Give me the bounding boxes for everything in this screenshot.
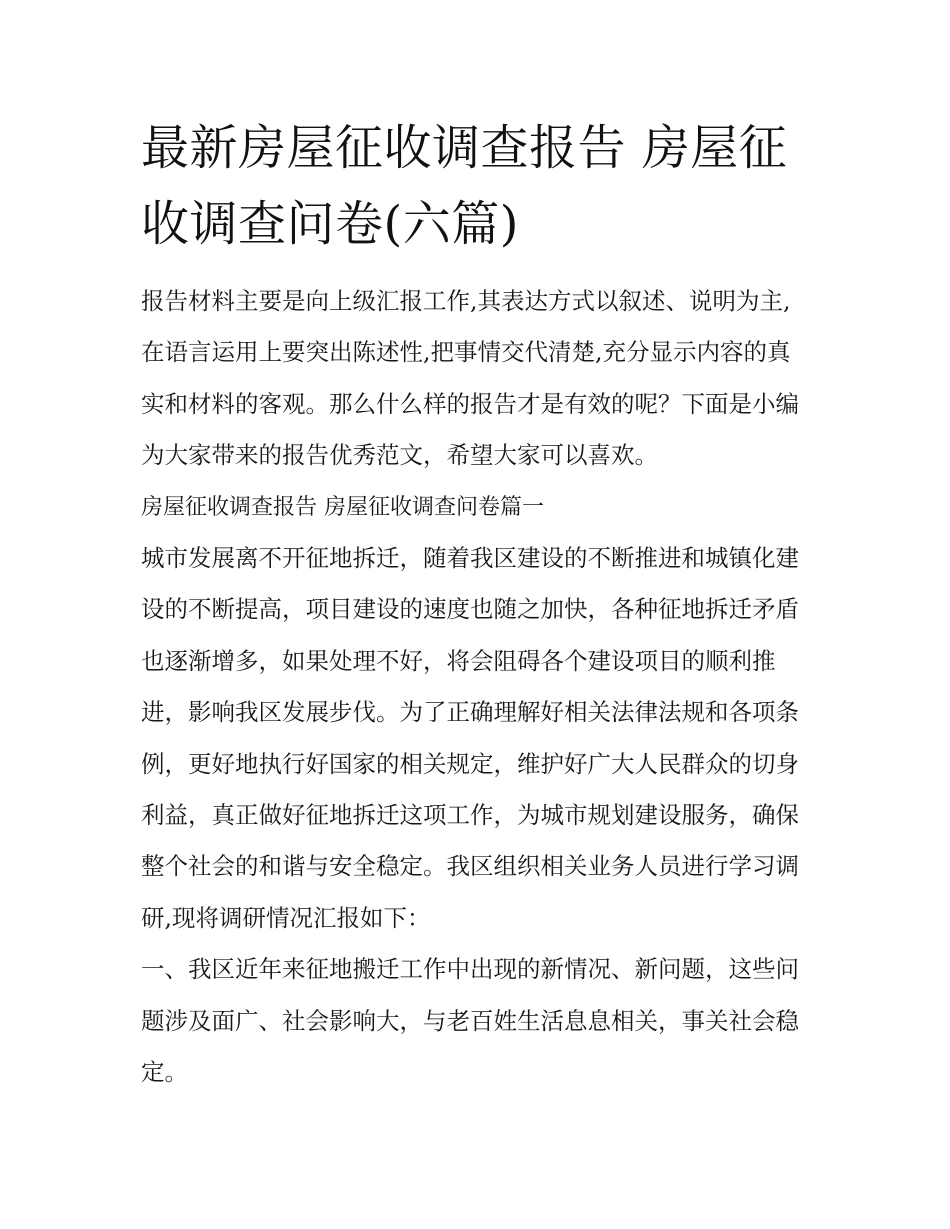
document-title: 最新房屋征收调查报告 房屋征收调查问卷(六篇) (141, 120, 788, 252)
item-paragraph: 一、我区近年来征地搬迁工作中出现的新情况、新问题，这些问题涉及面广、社会影响大，与老百姓生活息息相关，事关社会稳定。 (141, 955, 799, 1087)
body-paragraph: 城市发展离不开征地拆迁，随着我区建设的不断推进和城镇化建设的不断提高，项目建设的速度也随之加快，各种征地拆迁矛盾也逐渐增多，如果处理不好，将会阻碍各个建设项目的顺利推进，影响我区发展步伐。为了正确理解好相关法律法规和各项条例，更好地执行好国家的相关规定，维护好广大人民群众的切身利益，真正做好征地拆迁这项工作，为城市规划建设服务，确保整个社会的和谐与安全稳定。我区组织相关业务人员进行学习调研,现将调研情况汇报如下： (141, 544, 799, 932)
section-heading: 房屋征收调查报告 房屋征收调查问卷篇一 (141, 494, 544, 520)
document-body (141, 110, 813, 1099)
intro-paragraph: 报告材料主要是向上级汇报工作,其表达方式以叙述、说明为主,在语言运用上要突出陈述性,把事情交代清楚,充分显示内容的真实和材料的客观。那么什么样的报告才是有效的呢？下面是小编为大家带来的报告优秀范文，希望大家可以喜欢。 (141, 287, 799, 470)
